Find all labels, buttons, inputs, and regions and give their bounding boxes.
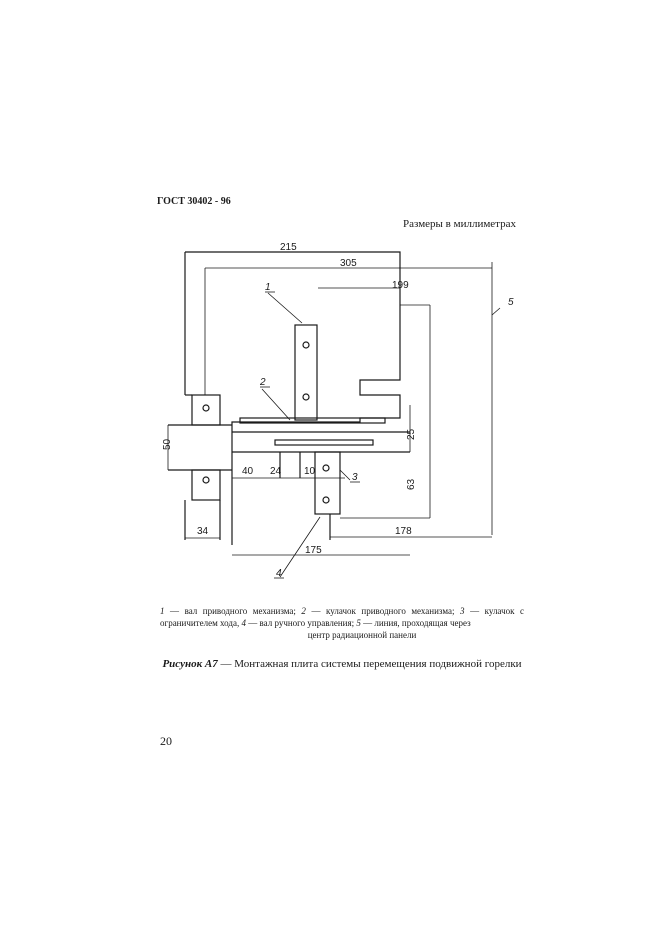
dim-178: 178 <box>395 526 412 537</box>
dim-305: 305 <box>340 258 357 269</box>
dim-25: 25 <box>406 428 417 440</box>
shaft-4 <box>315 452 340 514</box>
page-number: 20 <box>160 734 172 748</box>
dim-199: 199 <box>392 280 409 291</box>
document-id: ГОСТ 30402 - 96 <box>157 196 231 207</box>
figure-legend: 1 — вал приводного механизма; 2 — кулачок приводного механизма; 3 — кулачок с ограничителем хода, 4 — вал ручного управления; 5 — линия, проходящая через центр радиационной панели <box>160 606 524 640</box>
shaft-1 <box>295 325 317 420</box>
left-shaft-block-lower <box>192 470 220 500</box>
callout-3: 3 <box>352 472 358 483</box>
callout-5: 5 <box>508 297 514 308</box>
dim-24: 24 <box>270 466 282 477</box>
dim-175: 175 <box>305 545 322 556</box>
plate-outline <box>185 252 400 545</box>
cam-3 <box>275 440 373 445</box>
left-shaft-block <box>192 395 220 425</box>
dim-50: 50 <box>162 438 173 450</box>
dim-215: 215 <box>280 242 297 253</box>
callout-4: 4 <box>276 568 282 579</box>
units-note: Размеры в миллиметрах <box>403 218 516 230</box>
callout-2: 2 <box>260 377 266 388</box>
dim-10: 10 <box>304 466 316 477</box>
technical-drawing <box>150 238 530 588</box>
dim-40: 40 <box>242 466 254 477</box>
callout-1: 1 <box>265 282 271 293</box>
figure-caption: Рисунок А7 — Монтажная плита системы перемещения подвижной горелки <box>162 658 522 670</box>
dim-63: 63 <box>406 478 417 490</box>
dim-34: 34 <box>197 526 209 537</box>
